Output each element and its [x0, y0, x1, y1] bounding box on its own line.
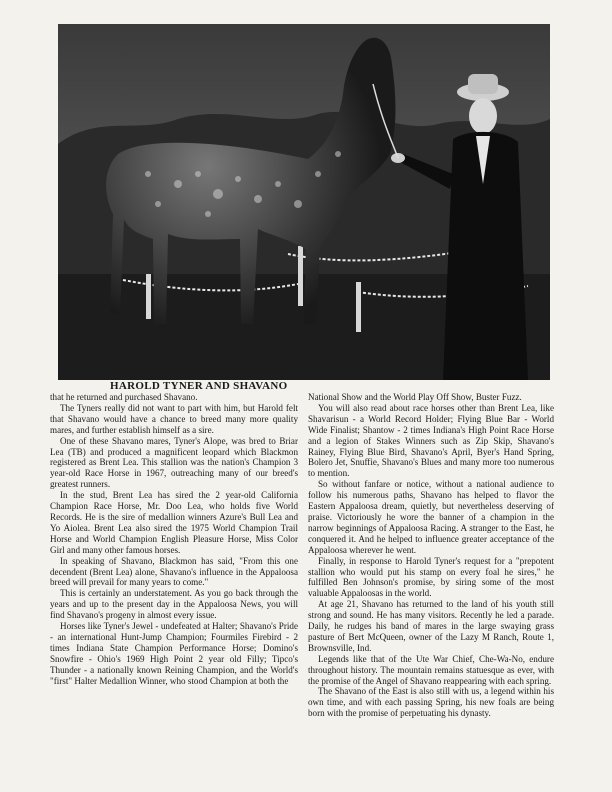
paragraph: At age 21, Shavano has returned to the land of his youth still strong and sound. He has many visitors. Recently he led a parade. Daily, he rudges his band of mares in the large swaying grass pasture of Bert McQueen, owner of the Lazy M Ranch, Route 1, Brownsville, Ind. — [308, 599, 554, 653]
photo-caption: HAROLD TYNER AND SHAVANO — [110, 380, 288, 392]
paragraph: In the stud, Brent Lea has sired the 2 year-old California Champion Race Horse, Mr. Doo Lea, who holds five World Records. He is the sire of medallion winners Azure's Bull Lea and Yo Aiolea. Brent Lea also sired the 1975 World Champion Trail Horse and World Champion English Pleasure Horse, Miss Color Girl and many other famous horses. — [50, 490, 298, 555]
paragraph: In speaking of Shavano, Blackmon has said, "From this one decendent (Brent Lea) alone, Shavano's influence in the Appaloosa breed will prevail for many years to come." — [50, 555, 298, 588]
paragraph: This is certainly an understatement. As you go back through the years and up to the present day in the Appaloosa News, you will find Shavano's progeny in almost every issue. — [50, 588, 298, 621]
left-column — [50, 392, 298, 686]
paragraph: The Shavano of the East is also still with us, a legend within his own time, and with each passing Spring, his new foals are being born with the promise of perpetuating his dynasty. — [308, 686, 554, 719]
paragraph: Legends like that of the Ute War Chief, Che-Wa-No, endure throughout history. The mountain remains statuesque as ever, with the promise of the Angel of Shavano reappearing with each spring. — [308, 653, 554, 686]
paragraph: You will also read about race horses other than Brent Lea, like Shavarisun - a World Record Holder; Flying Blue Bar - World Wide Finalist; Shantow - 2 times Indiana's High Point Race Horse and a legion of Stakes Winners such as Zip Skip, Shavano's Rainey, Flying Blue Bird, Shavano's April, Byer's Hand Spring, Bolero Jet, Snuffie, Shavano's Blues and many more too numerous to mention. — [308, 402, 554, 479]
horse-photo — [58, 24, 550, 380]
paragraph: that he returned and purchased Shavano. — [50, 392, 198, 402]
paragraph: The Tyners really did not want to part with him, but Harold felt that Shavano would have a chance to breed many more quality mares, and further establish himself as a sire. — [50, 402, 298, 435]
paragraph: National Show and the World Play Off Show, Buster Fuzz. — [308, 392, 522, 402]
paragraph: Horses like Tyner's Jewel - undefeated at Halter; Shavano's Pride - an international Hunt-Jump Champion; Fourmiles Firebird - 2 times Indiana State Champion Performance Horse; Domino's Snowfire - Ohio's 1969 High Point 2 year old Filly; Tipco's Thunder - a nationally known Reining Champion, and the World's "first" Halter Medallion Winner, who stood Champion at both the — [50, 621, 298, 686]
right-column — [308, 392, 554, 719]
horse-and-man-photo-icon — [58, 24, 550, 380]
paragraph: Finally, in response to Harold Tyner's request for a "prepotent stallion who would put his stamp on every foal he sires," he fulfilled Ben Johnson's promise, by siring some of the most valuable Appaloosas in the world. — [308, 555, 554, 599]
paragraph: So without fanfare or notice, without a national audience to follow his numerous paths, Shavano has helped to flavor the Eastern Appaloosa dream, quietly, but nevertheless deserving of praise. Victoriously he wore the banner of a champion in the narrow beginnings of Appaloosa Racing. A stranger to the East, he conquered it. And he helped to influence greater acceptance of the Appaloosa wherever he went. — [308, 479, 554, 555]
paragraph: One of these Shavano mares, Tyner's Alope, was bred to Briar Lea (TB) and produced a magnificent leopard which Blackmon registered as Brent Lea. This stallion was the nation's Champion 3 year-old Race Horse in 1967, outreaching many of our breed's greatest runners. — [50, 435, 298, 490]
